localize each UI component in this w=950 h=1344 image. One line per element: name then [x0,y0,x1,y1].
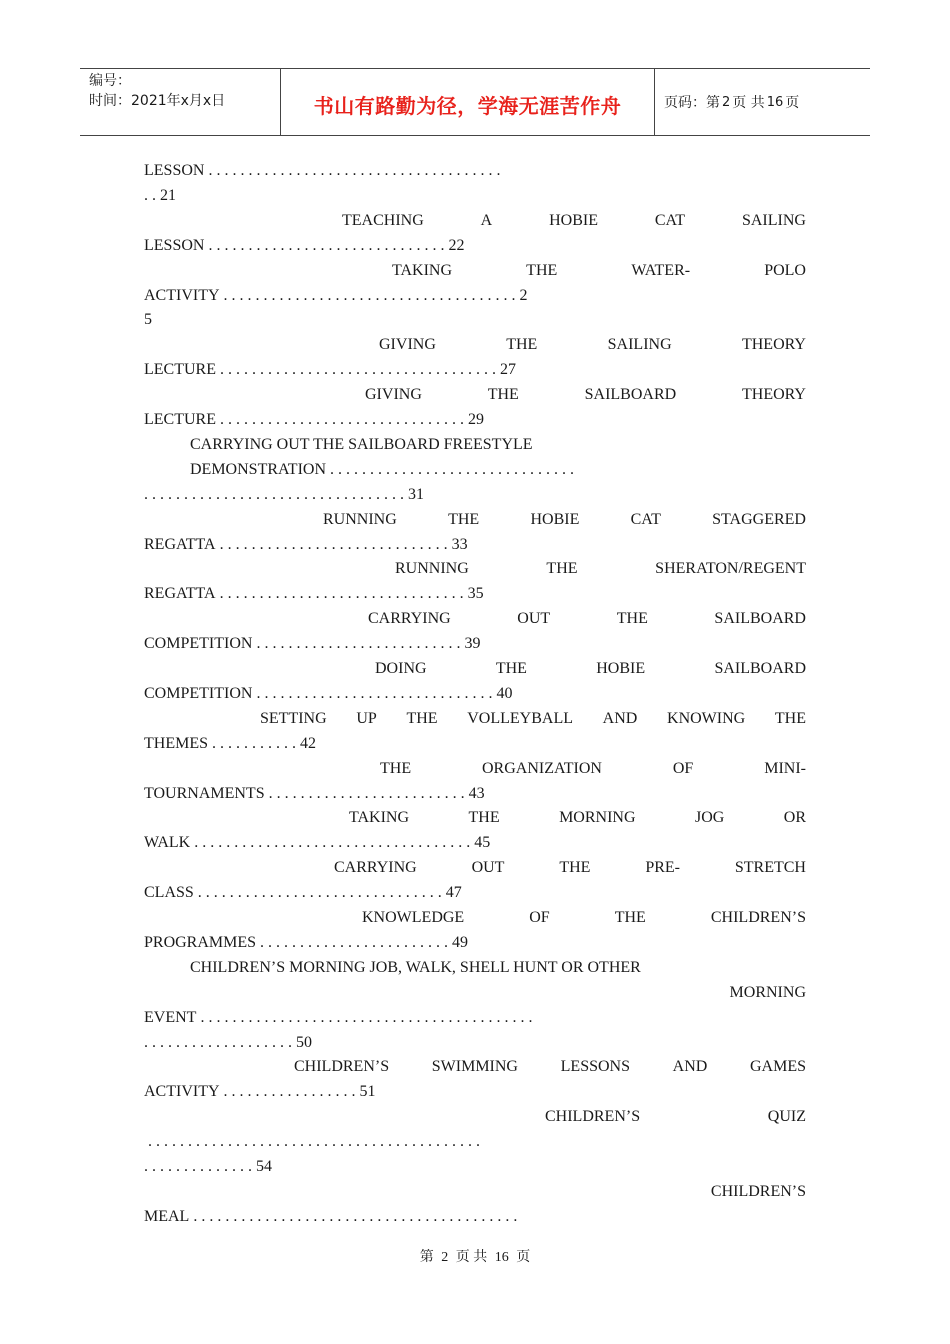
toc-title-word: LESSONS [560,1058,630,1076]
toc-title-word: TEACHING [342,211,424,229]
toc-lead-line [144,407,806,432]
toc-title-word: OUT [471,859,505,877]
toc-title-word: THE [468,809,500,827]
toc-title-word: STAGGERED [712,510,806,528]
toc-leader-dots: . . . . . . . . . . . . . . . . . . . . . . . . . . . . . . [256,684,493,702]
toc-lead: PROGRAMMES [144,933,257,951]
toc-lead-line [190,457,806,482]
toc-leader-dots: . . . . . . . . . . . . . . . . . . . . . . . . . . . . . . . . . . . . . 2 [223,286,528,304]
toc-title-word: KNOWING [667,709,746,727]
toc-leader-dots: . . . . . . . . . . . . . . . . . . . . . . . . . [268,784,465,802]
toc-title-word: WATER- [631,261,691,279]
toc-continuation-text: 5 [144,311,152,329]
toc-title-word: ORGANIZATION [482,759,602,777]
toc-lead-line [144,930,806,955]
toc-lead: EVENT [144,1008,197,1026]
toc-lead-line [144,880,806,905]
page-footer [0,1246,950,1266]
toc-title-word: MORNING [559,809,636,827]
toc-title-word: OF [672,759,694,777]
toc-leader-dots: . . . . . . . . . . . . . . . . . . . . . . . . . . . . . . . [220,411,464,428]
toc-title-word: SAILBOARD [714,610,806,628]
toc-title-word: QUIZ [767,1108,806,1126]
toc-leader-dots: . . . . . . . . . . . . . . . . . . . . . . . . . . [256,635,461,653]
toc-title-line [365,382,806,407]
page-mid: 页 共 [732,95,765,111]
toc-lead: LESSON [144,236,205,254]
toc-title-word: CHILDREN’S [710,909,806,926]
toc-title-word: CHILDREN’S [710,1182,806,1200]
toc-title-word: STRETCH [734,859,806,877]
toc-title-word: THE [506,336,538,354]
toc-title-word: GAMES [749,1058,806,1076]
toc-title-text: CHILDREN’S MORNING JOB, WALK, SHELL HUNT OR OTHER [190,958,641,976]
toc-leader-dots: . . . . . . . . . . . . . . . . . . . . . . . . . . . . . . . . . . . [194,834,471,852]
toc-page-number: 33 [451,535,468,553]
footer-prefix: 第 [419,1250,434,1265]
toc-page-number: 39 [464,635,481,653]
toc-lead-line [144,581,806,606]
toc-title-word: THE [616,610,648,628]
page-total: 16 [766,94,784,110]
toc-page-number: 42 [300,734,316,752]
toc-title-word: SAILING [607,336,672,354]
toc-title-word: A [480,211,493,229]
header-meta [80,69,281,135]
toc-continuation [144,307,806,332]
toc-title-word: OR [783,809,806,827]
toc-title-line [362,905,806,930]
toc-continuation [144,1030,806,1055]
toc-title-word: SAILING [741,211,806,229]
toc-continuation-text: . . 21 [144,186,176,204]
toc-lead: LECTURE [144,361,216,379]
toc-title-line [392,258,806,283]
toc-title-text: MORNING [729,983,806,1001]
toc-lead-line [144,830,806,855]
toc-page-number: 22 [448,236,465,254]
toc-page-number: 49 [452,933,469,951]
toc-title-word: THE [406,709,438,727]
toc-title-line [342,208,806,233]
toc-lead: ACTIVITY [144,286,220,304]
header-page-info [655,69,870,135]
toc-title-word: PRE- [645,859,680,877]
toc-lead: CLASS [144,884,194,902]
toc-title-line [545,1104,806,1129]
toc-leader-dots: . . . . . . . . . . . . . . . . . . . . . . . . . . . . . . . . . . . [220,361,496,379]
toc-title-word: RUNNING [395,560,469,578]
toc-title-word: SAILBOARD [714,660,806,677]
toc-title-word: RUNNING [323,510,397,528]
toc-page-number: 45 [474,834,491,852]
header-motto: 书山有路勤为径，学海无涯苦作舟 [313,93,622,118]
toc-title-word: KNOWLEDGE [362,909,465,926]
toc-leader-dots: . . . . . . . . . . . . . . . . . . . . . . . . . . . . . . . . . . . . . [208,162,501,179]
toc-title-word: CAT [630,510,661,528]
toc-leader-dots: . . . . . . . . . . . . . . . . . . . . . . . . . . . . . . . [197,884,442,902]
toc-title-line [294,1054,806,1079]
toc-continuation-text: . . . . . . . . . . . . . . 54 [144,1158,272,1175]
toc-title-word: SWIMMING [431,1058,518,1076]
toc-title-word: THE [774,709,806,727]
toc-title-text: CARRYING OUT THE SAILBOARD FREESTYLE [190,435,533,453]
toc-title-word: THE [495,660,527,677]
toc-lead-line [144,781,806,806]
toc-lead-line [144,731,806,756]
toc-title-word: THEORY [741,386,806,404]
toc-title-word: TAKING [392,261,453,279]
toc-leader-dots: . . . . . . . . . . . [212,734,296,752]
toc-title-word: AND [602,709,638,727]
toc-leader-dots: . . . . . . . . . . . . . . . . . . . . . . . . . . . . . . . . . . . . . . . . . . [200,1008,533,1026]
toc-title-line [323,507,806,532]
toc-title-line [368,606,806,631]
toc-title-line-right [144,980,806,1005]
footer-current: 2 [441,1250,449,1265]
toc-title-line [190,955,852,980]
toc-lead-line [144,357,806,382]
toc-leader-dots: . . . . . . . . . . . . . . . . . . . . . . . . . . . . . . [208,236,445,254]
toc-lead: TOURNAMENTS [144,784,265,802]
toc-title-word: THE [448,510,480,528]
toc-lead-line [144,631,806,656]
toc-lead: MEAL [144,1207,190,1225]
toc-page-number: 40 [496,684,513,702]
toc-title-line [395,556,806,581]
toc-continuation [144,482,806,507]
toc-lead-line [144,1129,806,1154]
toc-title-line [260,706,806,731]
toc-lead: LESSON [144,162,205,179]
toc-title-line [707,1179,806,1204]
toc-leader-dots: . . . . . . . . . . . . . . . . . . . . . . . . . . . . . [219,535,448,553]
toc-leader-dots: . . . . . . . . . . . . . . . . . . . . . . . . . . . . . . . . . . . . . . . . . [193,1207,518,1225]
toc-lead: REGATTA [144,585,216,603]
toc-title-line [375,656,806,681]
page-header [80,68,870,136]
toc-title-word: CAT [654,211,686,229]
toc-title-word: GIVING [365,386,422,404]
toc-title-line [334,855,806,880]
toc-title-line [190,432,852,457]
toc-lead: WALK [144,834,191,852]
toc-title-word: UP [356,709,377,727]
toc-lead: COMPETITION [144,684,253,702]
toc-lead: COMPETITION [144,635,253,653]
toc-lead: REGATTA [144,535,216,553]
page-suffix: 页 [785,95,800,111]
toc-lead: DEMONSTRATION [190,460,326,478]
toc-page-number: 27 [500,361,516,379]
toc-continuation-text: . . . . . . . . . . . . . . . . . . . 50 [144,1033,312,1051]
toc-title-word: AND [672,1058,708,1076]
toc-lead-line [144,1079,806,1104]
toc-page-number: 51 [359,1083,376,1101]
toc-lead-line [144,1005,806,1030]
toc-lead-line [144,158,806,183]
toc-title-word: THEORY [741,336,806,354]
toc-title-word: POLO [764,261,806,279]
footer-total: 16 [494,1250,509,1265]
toc-title-word: THE [546,560,578,578]
toc-title-line [379,332,806,357]
toc-title-line [380,756,806,781]
toc-title-word: HOBIE [596,660,646,677]
toc-title-word: THE [614,909,646,926]
toc-leader-dots: . . . . . . . . . . . . . . . . . . . . . . . . . . . . . . . [330,460,574,478]
toc-leader-dots: . . . . . . . . . . . . . . . . . . . . . . . . . . . . . . . . . . . . . . . . . . [148,1133,480,1151]
toc-title-word: VOLLEYBALL [467,709,573,727]
footer-mid: 页 共 [455,1250,488,1265]
toc-title-word: CARRYING [334,859,417,877]
time-label: 时间：2021年x月x日 [89,93,226,109]
toc-title-word: SETTING [260,709,327,727]
toc-title-word: THE [559,859,591,877]
toc-lead: LECTURE [144,411,216,428]
toc-lead-line [144,1204,806,1229]
header-motto-cell [281,69,655,135]
toc-title-word: GIVING [379,336,436,354]
toc-page-number: 35 [467,585,484,603]
toc-continuation [144,1154,806,1179]
toc-title-word: HOBIE [530,510,580,528]
toc-leader-dots: . . . . . . . . . . . . . . . . . [223,1083,356,1101]
toc-title-word: THE [526,261,558,279]
toc-leader-dots: . . . . . . . . . . . . . . . . . . . . . . . . . . . . . . . [219,585,464,603]
toc-title-word: SAILBOARD [584,386,677,404]
toc-title-word: CHILDREN’S [545,1108,641,1126]
toc-title-word: HOBIE [549,211,598,229]
toc-lead-line [144,532,806,557]
footer-suffix: 页 [516,1250,531,1265]
toc-title-line [349,805,806,830]
toc-lead-line [144,681,806,706]
toc-lead-line [144,283,806,308]
toc-continuation-text: . . . . . . . . . . . . . . . . . . . . . . . . . . . . . . . . . 31 [144,485,424,503]
toc-continuation [144,183,806,208]
toc-title-word: THE [380,759,412,777]
page-current: 2 [722,94,731,110]
toc-title-word: THE [487,386,519,404]
toc-page-number: 47 [445,884,462,902]
toc-title-word: SHERATON/REGENT [655,560,806,578]
toc-title-word: TAKING [349,809,410,827]
toc-title-word: CHILDREN’S [294,1058,390,1076]
toc-lead-line [144,233,806,258]
toc-title-word: OF [529,909,550,926]
toc-title-word: JOG [694,809,725,827]
toc-title-word: OUT [517,610,551,628]
page-prefix: 页码：第 [664,95,720,111]
toc-lead: ACTIVITY [144,1083,220,1101]
toc-page-number: 43 [468,784,485,802]
toc-lead: THEMES [144,734,208,752]
number-label: 编号： [89,73,131,89]
toc-page-number: 29 [468,411,484,428]
toc-title-word: DOING [375,660,427,677]
toc-leader-dots: . . . . . . . . . . . . . . . . . . . . . . . . [260,933,449,951]
toc-title-word: CARRYING [368,610,451,628]
toc-title-word: MINI- [764,759,806,777]
